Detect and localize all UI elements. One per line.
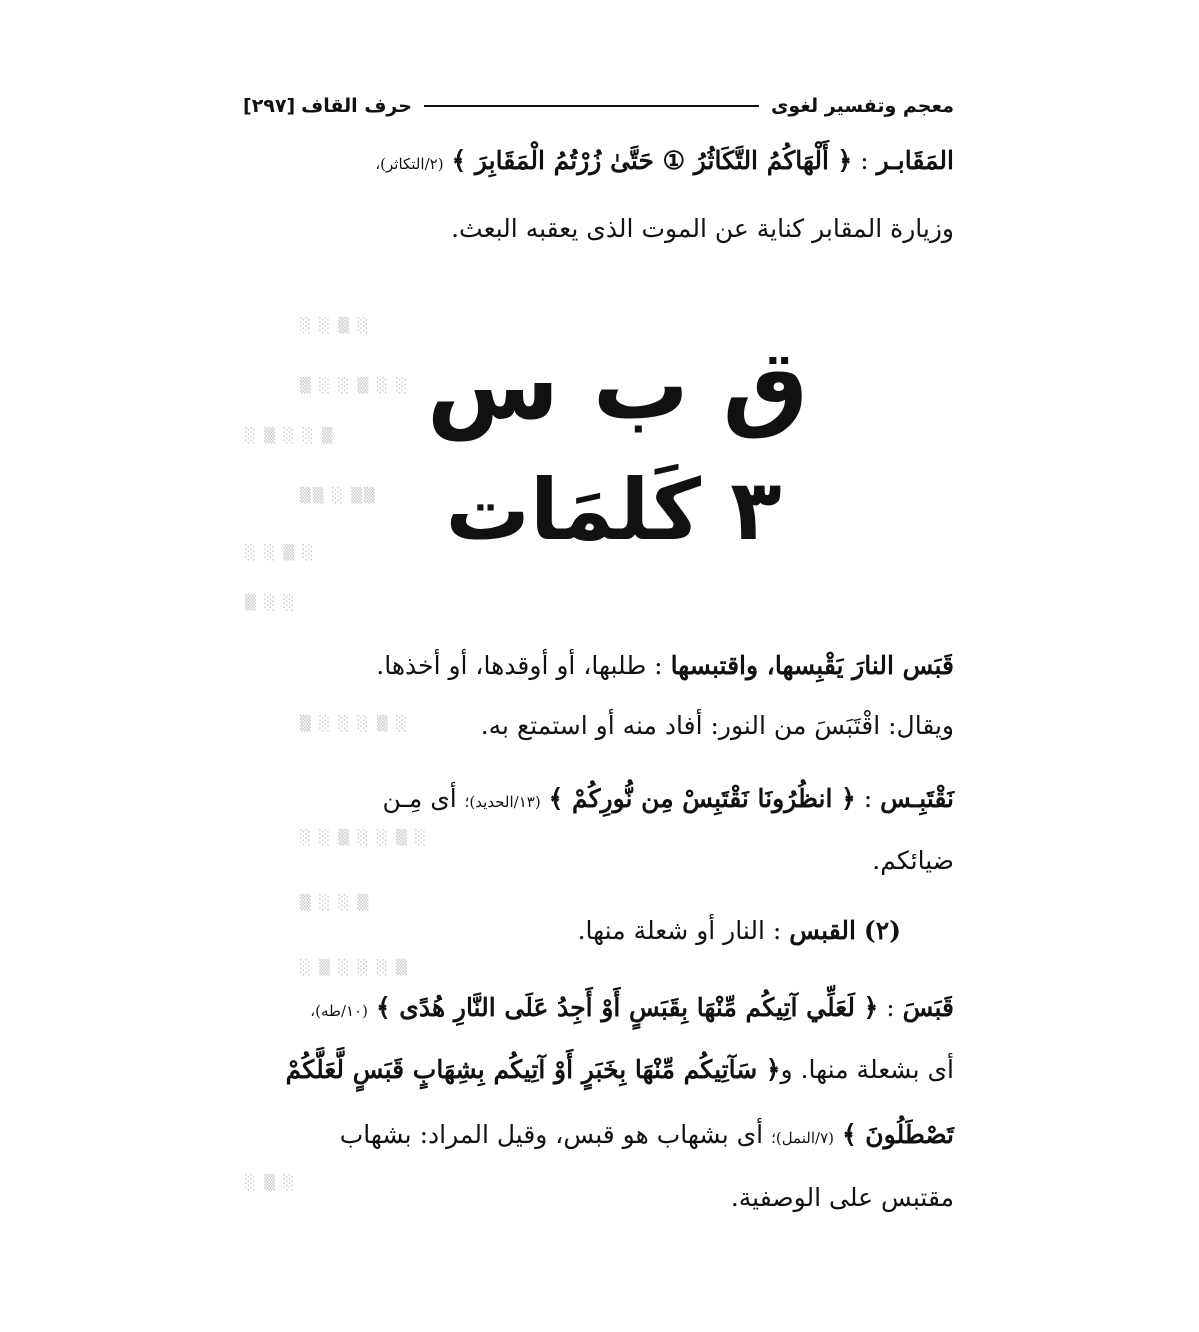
iqtabasa-definition: ويقال: اقْتَبَسَ من النور: أفاد منه أو استمتع به. [480, 711, 954, 740]
verse-reference: (١٣/الحديد)؛ [464, 793, 541, 811]
root-letters-heading: ق ب س [426, 329, 809, 441]
dictionary-page: معجم وتفسير لغوى حرف القاف [٢٩٧] المَقَابـر : ﴿ أَلْهَاكُمُ التَّكَاثُرُ ① حَتَّىٰ زُرْتُمُ الْمَقَابِرَ ﴾ (٢/التكاثر)، وزيارة المقابر كناية عن الموت الذى يعقبه البعث. ق ب س ٣ كَلمَات قَبَس النارَ يَقْبِسها، واقتبسها : طلبها، أو أوقدها، أو أخذها. ويقال: اقْتَبَسَ من النور: أفاد منه أو استمتع به. نَقْتَبِـس : ﴿ انظُرُونَا نَقْتَبِسْ مِن نُّورِكُمْ ﴾ (١٣/الحديد)؛ أى مِـن ضيائكم. (٢) القبس : النار أو شعلة منها. قَبَسَ : ﴿ لَعَلِّي آتِيكُم مِّنْهَا بِقَبَسٍ أَوْ أَجِدُ عَلَى النَّارِ هُدًى ﴾ (١٠/طه)، أى بشعلة منها. و﴿ سَآتِيكُم مِّنْهَا بِخَبَرٍ أَوْ آتِيكُم بِشِهَابٍ قَبَسٍ لَّعَلَّكُمْ تَصْطَلُونَ ﴾ (٧/النمل)؛ أى بشهاب هو قبس، وقيل المراد: بشهاب مقتبس على الوصفية. ░ ░ ▒ ░ ▒ ░ ░ ▒ ░ ░ ░ ▒ ░ ░ ▒ ▒▒ ░ ▒▒ ░ ░ ▒ ░ ▒ ░ ░ ▒ ░ ░ ░ ▒ ░ ░ ░ ▒ ░ ░ ▒ ░ ▒ ░ ░ ▒ ░ ▒ ░ ░ ░ ▒ ░ ▒ ░ [0, 0, 1199, 1332]
verse-reference: (٧/النمل)؛ [771, 1129, 834, 1147]
header-rule [424, 105, 759, 107]
qabasa-definition: قَبَس النارَ يَقْبِسها، واقتبسها : طلبها، أو أوقدها، أو أخذها. [376, 651, 954, 680]
page-number: [٢٩٧] [243, 95, 296, 117]
quran-verse: ﴿ لَعَلِّي آتِيكُم مِّنْهَا بِقَبَسٍ أَوْ أَجِدُ عَلَى النَّارِ هُدًى ﴾ [375, 993, 879, 1022]
qabas-subentry-heading: (٢) القبس : النار أو شعلة منها. [577, 916, 901, 945]
quran-verse: ﴿ سَآتِيكُم مِّنْهَا بِخَبَرٍ أَوْ آتِيكُم بِشِهَابٍ قَبَسٍ لَّعَلَّكُمْ [285, 1055, 781, 1084]
entry-maqabir-line1: المَقَابـر : ﴿ أَلْهَاكُمُ التَّكَاثُرُ ① حَتَّىٰ زُرْتُمُ الْمَقَابِرَ ﴾ (٢/التكاثر)، [375, 146, 954, 175]
running-header [243, 93, 954, 119]
entry-maqabir-line2: وزيارة المقابر كناية عن الموت الذى يعقبه البعث. [451, 214, 954, 243]
qabas-entry-line1: قَبَسَ : ﴿ لَعَلِّي آتِيكُم مِّنْهَا بِقَبَسٍ أَوْ أَجِدُ عَلَى النَّارِ هُدًى ﴾ (١٠/طه)، [310, 993, 954, 1022]
quran-verse: ﴿ انظُرُونَا نَقْتَبِسْ مِن نُّورِكُمْ ﴾ [548, 784, 856, 813]
qabas-entry-line2: أى بشعلة منها. و﴿ سَآتِيكُم مِّنْهَا بِخَبَرٍ أَوْ آتِيكُم بِشِهَابٍ قَبَسٍ لَّعَلَّكُمْ [285, 1055, 954, 1084]
qabas-entry-line4: مقتبس على الوصفية. [730, 1183, 954, 1212]
quran-verse: تَصْطَلُونَ ﴾ [841, 1120, 954, 1149]
section-name: حرف القاف [301, 95, 412, 117]
root-word-count: ٣ كَلمَات [445, 461, 782, 559]
naqtabis-entry-line2: ضيائكم. [872, 846, 954, 875]
entry-term: قَبَسَ [902, 993, 954, 1022]
book-title: معجم وتفسير لغوى [770, 95, 954, 117]
entry-term: نَقْتَبِـس [880, 784, 954, 813]
entry-term: المَقَابـر [876, 146, 954, 175]
verse-reference: (١٠/طه)، [310, 1002, 368, 1020]
qabas-entry-line3: تَصْطَلُونَ ﴾ (٧/النمل)؛ أى بشهاب هو قبس، وقيل المراد: بشهاب [339, 1120, 954, 1149]
verse-reference: (٢/التكاثر)، [375, 155, 444, 173]
naqtabis-entry-line1: نَقْتَبِـس : ﴿ انظُرُونَا نَقْتَبِسْ مِن نُّورِكُمْ ﴾ (١٣/الحديد)؛ أى مِـن [382, 784, 954, 813]
quran-verse: ﴿ أَلْهَاكُمُ التَّكَاثُرُ ① حَتَّىٰ زُرْتُمُ الْمَقَابِرَ ﴾ [451, 146, 853, 175]
